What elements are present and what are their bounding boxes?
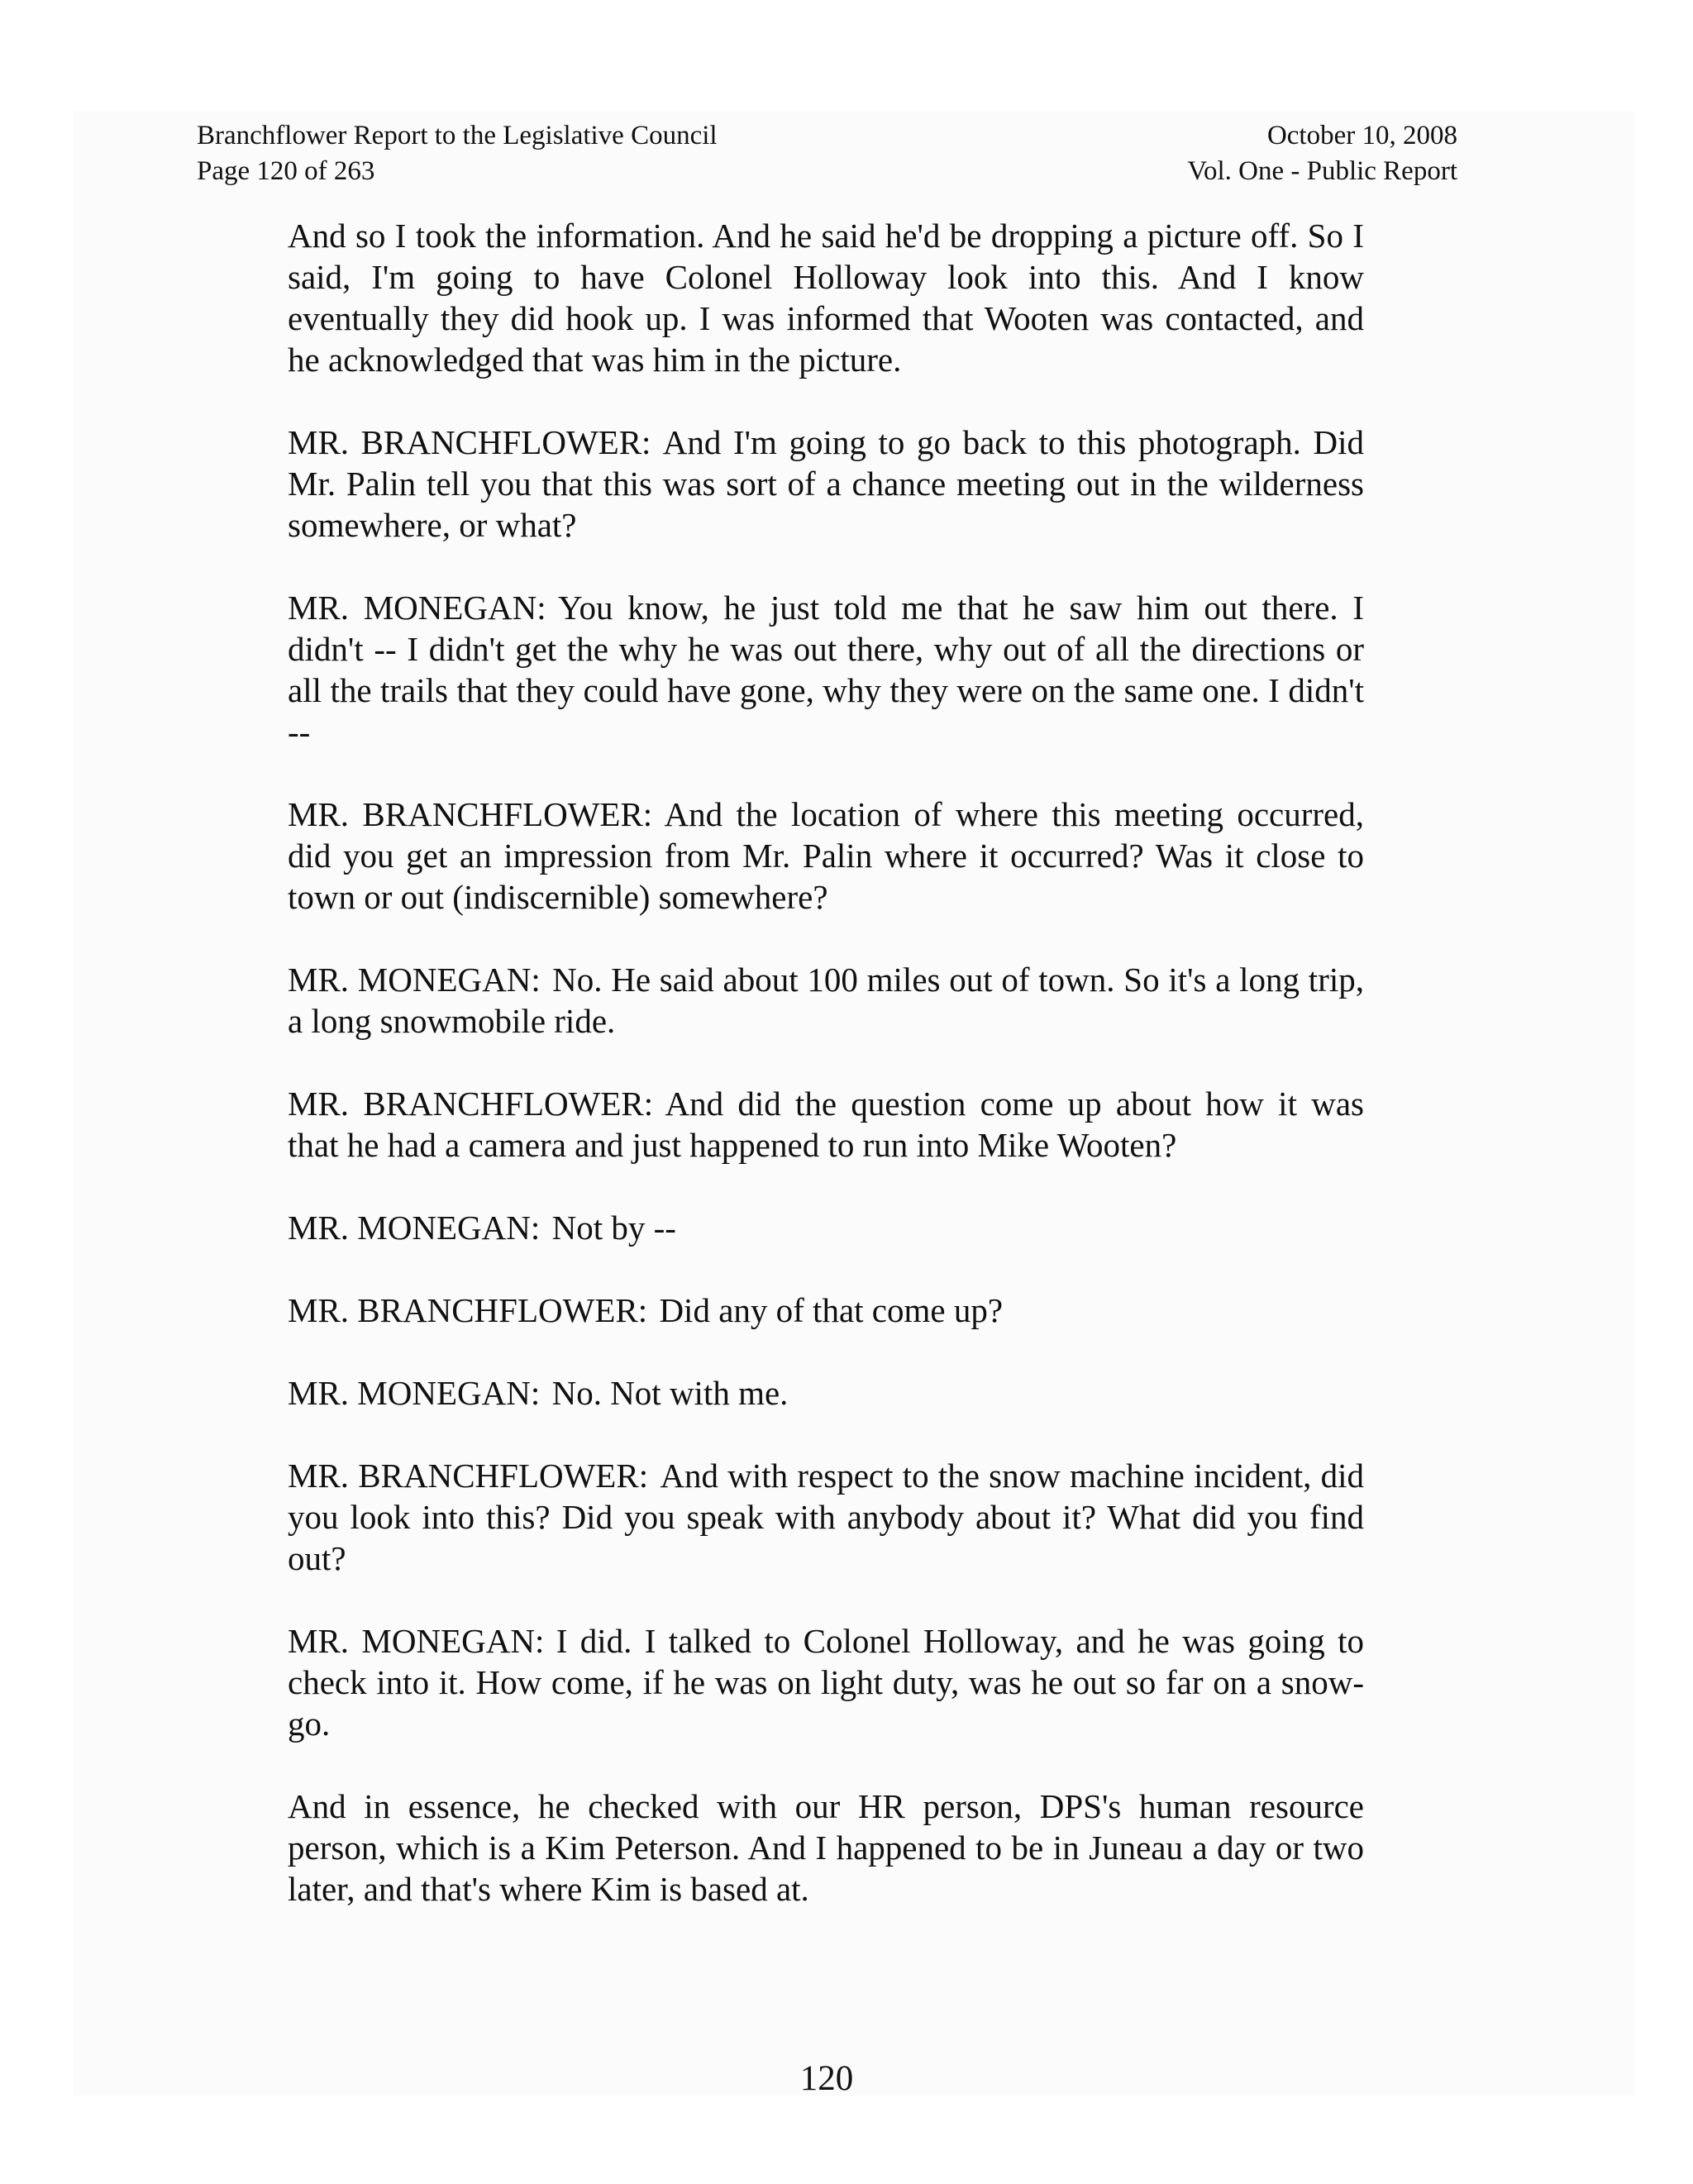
speaker-label: MR. MONEGAN: bbox=[288, 589, 546, 627]
speaker-label: MR. BRANCHFLOWER: bbox=[288, 795, 653, 833]
paragraph-text: And with respect to the snow machine incident, did you look into this? Did you speak with anybody about it? What did you find out? bbox=[288, 1457, 1364, 1577]
speaker-label: MR. MONEGAN: bbox=[288, 961, 541, 999]
paragraph-text: Not by -- bbox=[551, 1209, 676, 1247]
volume-label: Vol. One - Public Report bbox=[1187, 156, 1457, 186]
paragraph-text: And did the question come up about how it was that he had a camera and just happened to run into Mike Wooten? bbox=[288, 1085, 1364, 1164]
speaker-label: MR. BRANCHFLOWER: bbox=[288, 423, 651, 461]
transcript-body bbox=[288, 215, 1364, 1910]
transcript-paragraph bbox=[288, 422, 1364, 546]
transcript-paragraph bbox=[288, 1290, 1364, 1331]
transcript-paragraph bbox=[288, 1455, 1364, 1579]
page-count: Page 120 of 263 bbox=[197, 156, 375, 186]
speaker-label: MR. MONEGAN: bbox=[288, 1374, 541, 1412]
paragraph-text: Did any of that come up? bbox=[659, 1291, 1004, 1329]
speaker-label: MR. MONEGAN: bbox=[288, 1209, 541, 1247]
speaker-label: MR. MONEGAN: bbox=[288, 1622, 545, 1660]
transcript-paragraph bbox=[288, 1083, 1364, 1166]
paragraph-text: And so I took the information. And he said he'd be dropping a picture off. So I said, I'm going to have Colonel Holloway look into this. And I know eventually they did hook up. I was informed that Wooten was contacted, and he acknowledged that was him in the picture. bbox=[288, 217, 1364, 379]
transcript-paragraph bbox=[288, 587, 1364, 752]
paragraph-text: And in essence, he checked with our HR person, DPS's human resource person, which is a Kim Peterson. And I happened to be in Juneau a day or two later, and that's where Kim is based at. bbox=[288, 1787, 1364, 1908]
report-date: October 10, 2008 bbox=[1266, 121, 1457, 150]
header-left bbox=[197, 118, 718, 189]
header-right bbox=[1187, 118, 1457, 189]
transcript-paragraph bbox=[288, 1786, 1364, 1910]
transcript-paragraph bbox=[288, 959, 1364, 1042]
transcript-paragraph bbox=[288, 1620, 1364, 1744]
paragraph-text: No. He said about 100 miles out of town. So it's a long trip, a long snowmobile ride. bbox=[288, 961, 1364, 1040]
speaker-label: MR. BRANCHFLOWER: bbox=[288, 1085, 654, 1123]
transcript-paragraph bbox=[288, 794, 1364, 918]
transcript-paragraph bbox=[288, 1207, 1364, 1248]
speaker-label: MR. BRANCHFLOWER: bbox=[288, 1457, 649, 1495]
paragraph-text: And the location of where this meeting occurred, did you get an impression from Mr. Palin where it occurred? Was it close to town or out (indiscernible) somewhere? bbox=[288, 795, 1364, 916]
speaker-label: MR. BRANCHFLOWER: bbox=[288, 1291, 648, 1329]
transcript-paragraph bbox=[288, 1372, 1364, 1414]
paragraph-text: No. Not with me. bbox=[551, 1374, 789, 1412]
transcript-paragraph bbox=[288, 215, 1364, 380]
paragraph-text: And I'm going to go back to this photograph. Did Mr. Palin tell you that this was sort of a chance meeting out in the wilderness somewhere, or what? bbox=[288, 423, 1364, 544]
report-title: Branchflower Report to the Legislative Council bbox=[197, 121, 718, 150]
page-number: 120 bbox=[799, 2059, 854, 2098]
paragraph-text: You know, he just told me that he saw him out there. I didn't -- I didn't get the why he was out there, why out of all the directions or all the trails that they could have gone, why they were on the same one. I didn't -- bbox=[288, 589, 1364, 751]
paragraph-text: I did. I talked to Colonel Holloway, and he was going to check into it. How come, if he was on light duty, was he out so far on a snow-go. bbox=[288, 1622, 1364, 1743]
